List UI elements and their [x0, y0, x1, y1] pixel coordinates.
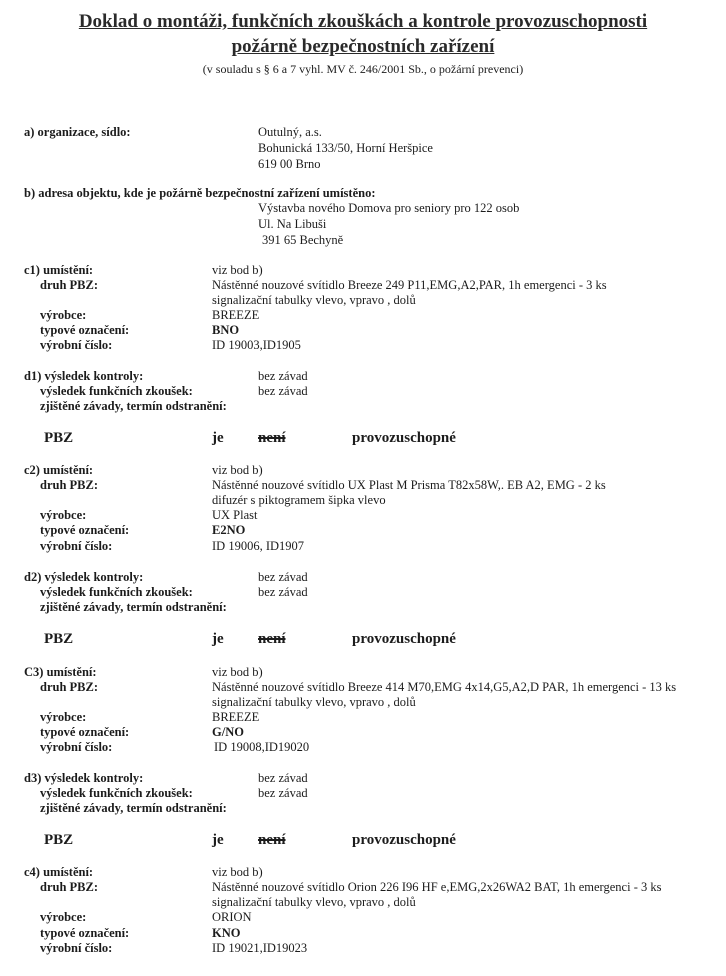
- object-address-label: b) adresa objektu, kde je požárně bezpečnostní zařízení umístěno:: [24, 186, 376, 200]
- c3-type-line2: signalizační tabulky vlevo, vpravo , dolů: [212, 695, 416, 709]
- c1-type-line1: Nástěnné nouzové svítidlo Breeze 249 P11,EMG,A2,PAR, 1h emergenci - 3 ks: [212, 278, 607, 292]
- document-subtitle: (v souladu s § 6 a 7 vyhl. MV č. 246/2001 Sb., o požární prevenci): [202, 62, 524, 76]
- c2-manufacturer-value: UX Plast: [212, 508, 258, 522]
- operational-label: provozuschopné: [352, 430, 456, 446]
- pbz-label: PBZ: [44, 832, 74, 848]
- document-title: Doklad o montáži, funkčních zkouškách a kontrole provozuschopnosti: [78, 11, 648, 32]
- c1-manufacturer-value: BREEZE: [212, 308, 260, 322]
- d1-tests-label: výsledek funkčních zkoušek:: [40, 384, 193, 398]
- c4-location-value: viz bod b): [212, 865, 263, 879]
- c2-type-line2: difuzér s piktogramem šipka vlevo: [212, 493, 386, 507]
- d1-inspection-value: bez závad: [258, 369, 308, 383]
- c3-type-label: druh PBZ:: [40, 680, 99, 694]
- is-label: je: [212, 832, 224, 848]
- operational-label: provozuschopné: [352, 631, 456, 647]
- d1-defects-label: zjištěné závady, termín odstranění:: [40, 399, 227, 413]
- c1-location-value: viz bod b): [212, 263, 263, 277]
- c3-serial-label: výrobní číslo:: [40, 740, 113, 754]
- c4-manufacturer-value: ORION: [212, 910, 252, 924]
- c3-serial-value: ID 19008,ID19020: [214, 740, 310, 754]
- c1-manufacturer-label: výrobce:: [40, 308, 87, 322]
- c3-designation-value: G/NO: [212, 725, 244, 739]
- operational-label: provozuschopné: [352, 832, 456, 848]
- c1-type-label: druh PBZ:: [40, 278, 99, 292]
- d3-inspection-value: bez závad: [258, 771, 308, 785]
- d1-inspection-label: d1) výsledek kontroly:: [24, 369, 144, 383]
- d2-defects-label: zjištěné závady, termín odstranění:: [40, 600, 227, 614]
- c2-location-label: c2) umístění:: [24, 463, 94, 477]
- d2-inspection-value: bez závad: [258, 570, 308, 584]
- c2-designation-value: E2NO: [212, 523, 246, 537]
- c3-manufacturer-label: výrobce:: [40, 710, 87, 724]
- pbz-label: PBZ: [44, 430, 74, 446]
- organization-city: 619 00 Brno: [258, 157, 321, 171]
- is-label: je: [212, 430, 224, 446]
- c3-location-label: C3) umístění:: [24, 665, 97, 679]
- c4-type-line1: Nástěnné nouzové svítidlo Orion 226 I96 HF e,EMG,2x26WA2 BAT, 1h emergenci - 3 ks: [212, 880, 662, 894]
- is-label: je: [212, 631, 224, 647]
- organization-label: a) organizace, sídlo:: [24, 125, 131, 139]
- c1-designation-value: BNO: [212, 323, 240, 337]
- c4-type-line2: signalizační tabulky vlevo, vpravo , dolů: [212, 895, 416, 909]
- c4-designation-value: KNO: [212, 926, 241, 940]
- document-title-line2: požárně bezpečnostních zařízení: [231, 36, 495, 57]
- c1-type-line2: signalizační tabulky vlevo, vpravo , dolů: [212, 293, 416, 307]
- d3-tests-label: výsledek funkčních zkoušek:: [40, 786, 193, 800]
- c2-type-label: druh PBZ:: [40, 478, 99, 492]
- c1-designation-label: typové označení:: [40, 323, 130, 337]
- object-name: Výstavba nového Domova pro seniory pro 122 osob: [258, 201, 520, 215]
- c2-serial-label: výrobní číslo:: [40, 539, 113, 553]
- d2-tests-value: bez závad: [258, 585, 308, 599]
- c3-designation-label: typové označení:: [40, 725, 130, 739]
- is-not-strikethrough: není: [258, 631, 286, 647]
- c4-location-label: c4) umístění:: [24, 865, 94, 879]
- c3-location-value: viz bod b): [212, 665, 263, 679]
- object-street: Ul. Na Libuši: [258, 217, 327, 231]
- d3-defects-label: zjištěné závady, termín odstranění:: [40, 801, 227, 815]
- c3-type-line1: Nástěnné nouzové svítidlo Breeze 414 M70,EMG 4x14,G5,A2,D PAR, 1h emergenci - 13 ks: [212, 680, 677, 694]
- d1-tests-value: bez závad: [258, 384, 308, 398]
- c2-location-value: viz bod b): [212, 463, 263, 477]
- c4-designation-label: typové označení:: [40, 926, 130, 940]
- d2-tests-label: výsledek funkčních zkoušek:: [40, 585, 193, 599]
- c2-type-line1: Nástěnné nouzové svítidlo UX Plast M Prisma T82x58W,. EB A2, EMG - 2 ks: [212, 478, 606, 492]
- organization-name: Outulný, a.s.: [258, 125, 322, 139]
- c2-designation-label: typové označení:: [40, 523, 130, 537]
- d3-tests-value: bez závad: [258, 786, 308, 800]
- c1-serial-label: výrobní číslo:: [40, 338, 113, 352]
- c1-location-label: c1) umístění:: [24, 263, 94, 277]
- c1-serial-value: ID 19003,ID1905: [212, 338, 301, 352]
- c4-serial-label: výrobní číslo:: [40, 941, 113, 955]
- pbz-label: PBZ: [44, 631, 74, 647]
- c3-manufacturer-value: BREEZE: [212, 710, 260, 724]
- is-not-strikethrough: není: [258, 430, 286, 446]
- c4-serial-value: ID 19021,ID19023: [212, 941, 308, 955]
- d3-inspection-label: d3) výsledek kontroly:: [24, 771, 144, 785]
- c2-manufacturer-label: výrobce:: [40, 508, 87, 522]
- d2-inspection-label: d2) výsledek kontroly:: [24, 570, 144, 584]
- c4-manufacturer-label: výrobce:: [40, 910, 87, 924]
- c4-type-label: druh PBZ:: [40, 880, 99, 894]
- c2-serial-value: ID 19006, ID1907: [212, 539, 305, 553]
- is-not-strikethrough: není: [258, 832, 286, 848]
- object-city: 391 65 Bechyně: [262, 233, 344, 247]
- organization-street: Bohunická 133/50, Horní Heršpice: [258, 141, 433, 155]
